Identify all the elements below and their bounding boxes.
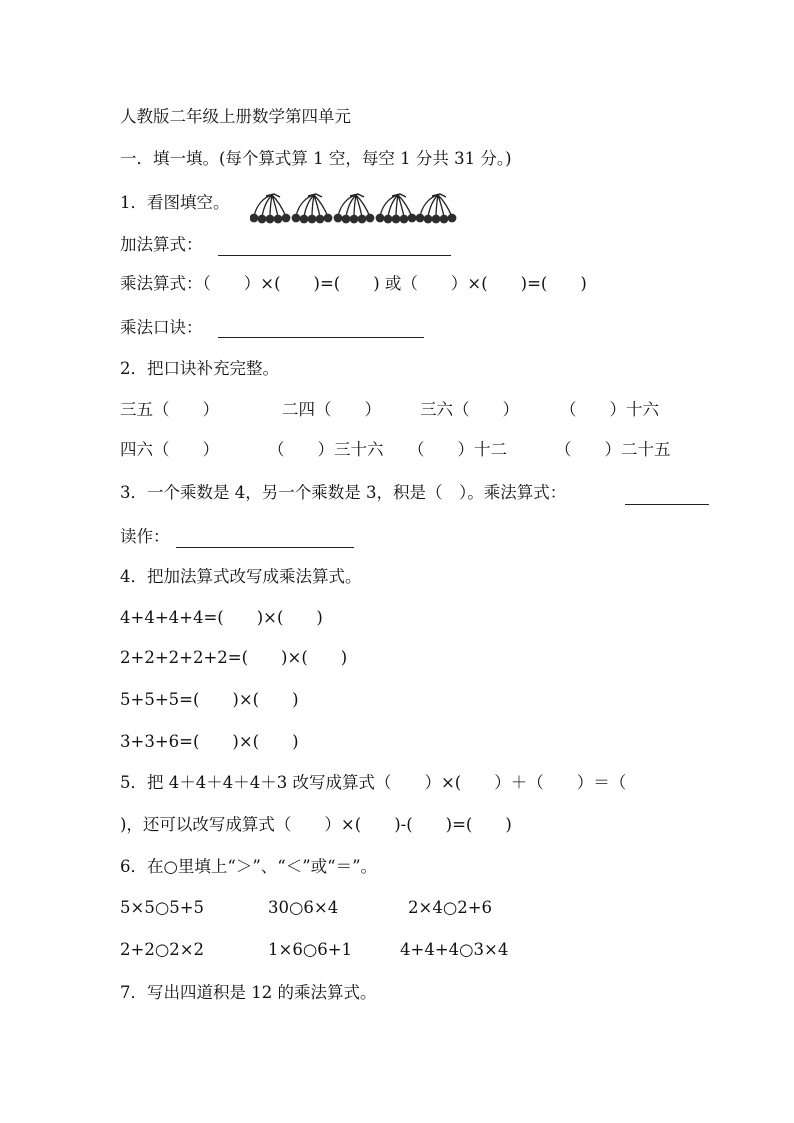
section-one-heading: 一．填一填。(每个算式算 1 空，每空 1 分共 31 分。) <box>120 149 512 168</box>
q2-row2-item: （ ）三十六 <box>268 440 384 459</box>
q2-row1-item: （ ）十六 <box>560 400 659 419</box>
cherry-pictures <box>250 193 460 225</box>
q3-equation-answer-line[interactable] <box>625 504 709 505</box>
q1-rhyme-label: 乘法口诀： <box>120 318 203 337</box>
q4-item: 3+3+6=( )×( ) <box>120 732 299 751</box>
q2-row1-item: 二四（ ） <box>282 400 381 419</box>
q1-label: 1．看图填空。 <box>120 193 230 212</box>
q5-line1: 5．把 4＋4＋4＋4＋3 改写成算式（ ）×( ）＋（ ）＝（ <box>120 773 627 792</box>
worksheet-title: 人教版二年级上册数学第四单元 <box>120 107 351 126</box>
q3-text: 3．一个乘数是 4，另一个乘数是 3，积是（ ）。乘法算式： <box>120 483 567 502</box>
q2-row1-item: 三六（ ） <box>420 400 519 419</box>
q1-addition-answer-line[interactable] <box>218 255 451 256</box>
q2-row2-item: （ ）十二 <box>408 440 507 459</box>
q6-comparison: 30○6×4 <box>268 898 339 917</box>
q1-multiplication-line: 乘法算式：（ ）×( )=( ) 或（ ）×( )=( ) <box>120 274 587 293</box>
q2-row2-item: （ ）二十五 <box>555 440 671 459</box>
q6-comparison: 2×4○2+6 <box>408 898 493 917</box>
q2-label: 2．把口诀补充完整。 <box>120 359 279 378</box>
q4-item: 2+2+2+2+2=( )×( ) <box>120 648 348 667</box>
q4-item: 4+4+4+4=( )×( ) <box>120 608 323 627</box>
q4-label: 4．把加法算式改写成乘法算式。 <box>120 567 362 586</box>
q6-comparison: 2+2○2×2 <box>120 940 205 959</box>
q6-comparison: 4+4+4○3×4 <box>400 940 509 959</box>
q3-read-label: 读作： <box>120 527 170 546</box>
q4-item: 5+5+5=( )×( ) <box>120 690 299 709</box>
q1-rhyme-answer-line[interactable] <box>218 337 424 338</box>
q5-line2: )，还可以改写成算式（ ）×( )-( )=( ) <box>120 815 512 834</box>
q1-addition-label: 加法算式： <box>120 235 203 254</box>
q6-comparison: 1×6○6+1 <box>268 940 353 959</box>
q6-label: 6．在○里填上“＞”、“＜”或“＝”。 <box>120 857 378 876</box>
q2-row2-item: 四六（ ） <box>120 440 219 459</box>
q7-label: 7．写出四道积是 12 的乘法算式。 <box>120 983 377 1002</box>
q6-comparison: 5×5○5+5 <box>120 898 205 917</box>
q2-row1-item: 三五（ ） <box>120 400 219 419</box>
q3-read-answer-line[interactable] <box>176 547 354 548</box>
